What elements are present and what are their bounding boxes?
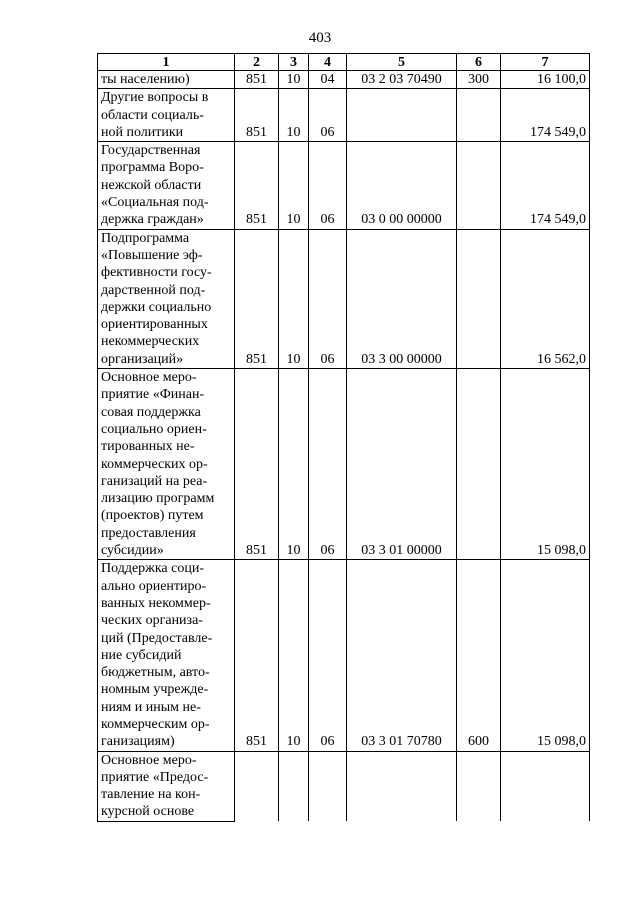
- row-expense-type: [457, 229, 501, 368]
- header-col-5: 5: [347, 54, 457, 71]
- header-col-1: 1: [98, 54, 235, 71]
- header-row: [98, 54, 590, 71]
- row-name: Основное меро- приятие «Предос- тавление на кон- курсной основе: [98, 751, 235, 821]
- row-amount: 16 562,0: [501, 229, 590, 368]
- row-target-code: [347, 751, 457, 821]
- row-ministry-code: 851: [235, 560, 279, 751]
- row-subsection-code: 06: [309, 89, 347, 142]
- row-target-code: 03 0 00 00000: [347, 142, 457, 229]
- table-row: [98, 71, 590, 89]
- row-subsection-code: 04: [309, 71, 347, 89]
- table-row: [98, 89, 590, 142]
- row-name: Другие вопросы в области социаль- ной политики: [98, 89, 235, 142]
- row-expense-type: [457, 751, 501, 821]
- row-section-code: 10: [279, 560, 309, 751]
- row-section-code: 10: [279, 369, 309, 560]
- row-target-code: [347, 89, 457, 142]
- row-expense-type: 600: [457, 560, 501, 751]
- row-subsection-code: 06: [309, 142, 347, 229]
- row-ministry-code: [235, 751, 279, 821]
- row-ministry-code: 851: [235, 369, 279, 560]
- row-section-code: 10: [279, 229, 309, 368]
- table-row: [98, 560, 590, 751]
- header-col-3: 3: [279, 54, 309, 71]
- row-expense-type: [457, 89, 501, 142]
- table-row: [98, 142, 590, 229]
- row-name: ты населению): [98, 71, 235, 89]
- row-name: Основное меро- приятие «Финан- совая поддержка социально ориен- тированных не- коммерческих ор- ганизаций на реа- лизацию программ (проектов) путем предоставления субсидии»: [98, 369, 235, 560]
- table-row: [98, 369, 590, 560]
- row-subsection-code: 06: [309, 560, 347, 751]
- page-number: 403: [308, 30, 332, 46]
- row-name: Подпрограмма «Повышение эф- фективности госу- дарственной под- держки социально ориентированных некоммерческих организаций»: [98, 229, 235, 368]
- row-section-code: [279, 751, 309, 821]
- row-subsection-code: [309, 751, 347, 821]
- row-target-code: 03 3 01 70780: [347, 560, 457, 751]
- row-expense-type: 300: [457, 71, 501, 89]
- row-ministry-code: 851: [235, 89, 279, 142]
- table-row: [98, 229, 590, 368]
- row-subsection-code: 06: [309, 229, 347, 368]
- budget-table: [97, 53, 590, 822]
- row-target-code: 03 3 00 00000: [347, 229, 457, 368]
- header-col-7: 7: [501, 54, 590, 71]
- row-ministry-code: 851: [235, 71, 279, 89]
- row-section-code: 10: [279, 142, 309, 229]
- row-amount: 15 098,0: [501, 560, 590, 751]
- row-amount: [501, 751, 590, 821]
- row-amount: 16 100,0: [501, 71, 590, 89]
- row-target-code: 03 2 03 70490: [347, 71, 457, 89]
- header-col-4: 4: [309, 54, 347, 71]
- row-ministry-code: 851: [235, 229, 279, 368]
- row-amount: 174 549,0: [501, 89, 590, 142]
- row-section-code: 10: [279, 71, 309, 89]
- row-expense-type: [457, 142, 501, 229]
- row-target-code: 03 3 01 00000: [347, 369, 457, 560]
- row-amount: 174 549,0: [501, 142, 590, 229]
- header-col-2: 2: [235, 54, 279, 71]
- row-subsection-code: 06: [309, 369, 347, 560]
- table-row: [98, 751, 590, 821]
- row-ministry-code: 851: [235, 142, 279, 229]
- row-section-code: 10: [279, 89, 309, 142]
- row-name: Поддержка соци- ально ориентиро- ванных некоммер- ческих организа- ций (Предоставле- ние субсидий бюджетным, авто- номным учрежде- ниям и иным не- коммерческим ор- ганизациям): [98, 560, 235, 751]
- row-amount: 15 098,0: [501, 369, 590, 560]
- row-name: Государственная программа Воро- нежской области «Социальная под- держка граждан»: [98, 142, 235, 229]
- header-col-6: 6: [457, 54, 501, 71]
- row-expense-type: [457, 369, 501, 560]
